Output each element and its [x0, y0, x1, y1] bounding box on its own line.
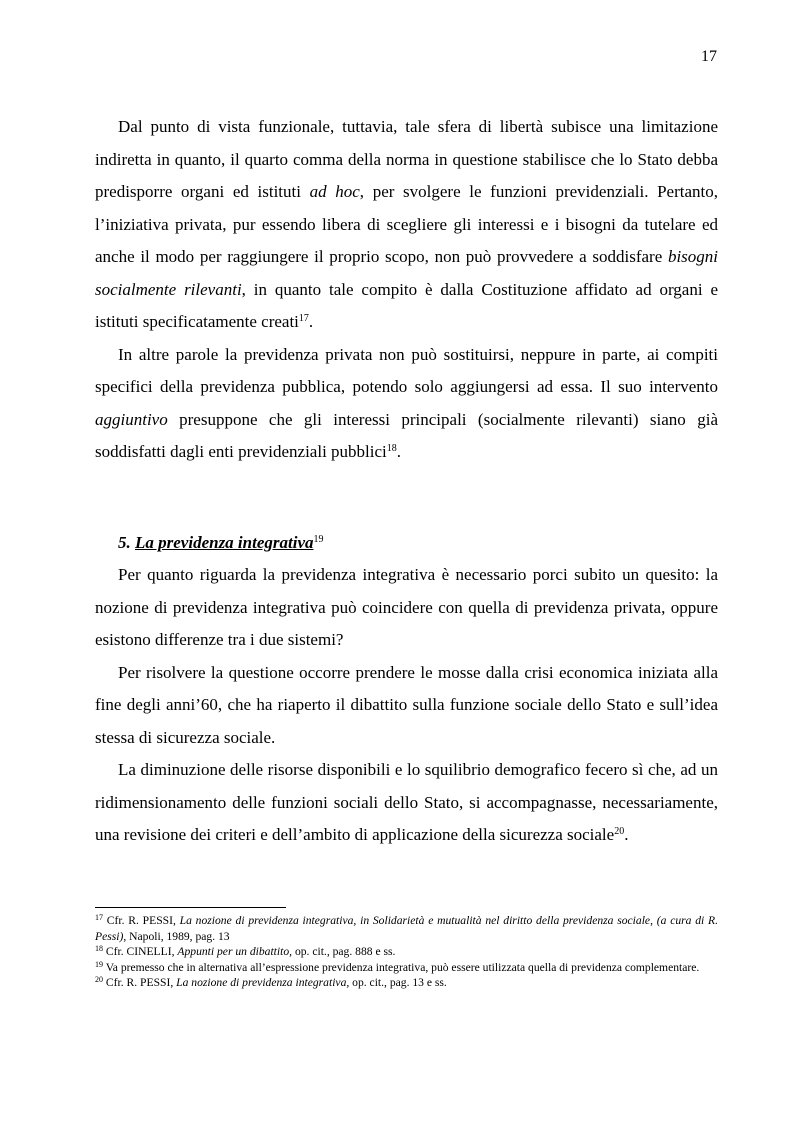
text-run: Cfr. CINELLI,	[103, 945, 178, 958]
text-run: presuppone che gli interessi principali (socialmente rilevanti) siano già soddisfatti dagli enti previdenziali pubblici	[95, 409, 718, 461]
paragraph	[95, 339, 718, 469]
footnotes	[95, 913, 718, 991]
italic-run: ad hoc	[309, 182, 360, 201]
footnote	[95, 975, 718, 991]
text-run: .	[396, 442, 402, 461]
footnote-number: 18	[95, 944, 103, 953]
italic-run: Appunti per un dibattito,	[177, 945, 293, 958]
footnote	[95, 960, 718, 976]
paragraph: Per quanto riguarda la previdenza integrativa è necessario porci subito un quesito: la nozione di previdenza integrativa può coincidere con quella di previdenza privata, oppure esistono differenze tra i due sistemi?	[95, 565, 718, 649]
text-run: op. cit., pag. 13 e ss.	[349, 976, 447, 989]
footnote-separator	[95, 907, 286, 908]
section-title: La previdenza integrativa	[135, 532, 314, 552]
paragraph	[95, 111, 718, 339]
text-run: .	[624, 825, 629, 844]
footnote-ref-17[interactable]: 17	[298, 313, 309, 324]
text-run: Cfr. R. PESSI,	[103, 914, 180, 927]
footnote-ref-20[interactable]: 20	[614, 826, 625, 837]
page-number: 17	[701, 48, 717, 65]
italic-run: bisogni socialmente rilevanti	[95, 247, 718, 299]
italic-run: aggiuntivo	[95, 409, 168, 429]
italic-run: (a cura di R. Pessi)	[95, 914, 719, 943]
footnote-number: 20	[95, 975, 103, 984]
paragraph: Per risolvere la questione occorre prendere le mosse dalla crisi economica iniziata alla fine degli anni’60, che ha riaperto il dibattito sulla funzione sociale dello Stato e sull’idea stessa di sicurezza sociale.	[95, 662, 718, 747]
footnote-number: 19	[95, 959, 103, 969]
text-run: , in quanto tale compito è dalla Costituzione affidato ad organi e istituti specificatamente creati	[95, 279, 718, 331]
text-run: Va premesso che in alternativa all’espressione previdenza integrativa, può essere utilizzata quella di previdenza complementare.	[103, 960, 700, 974]
footnote-ref-18[interactable]: 18	[386, 443, 397, 454]
text-run: .	[308, 312, 314, 331]
section-number: 5.	[118, 532, 131, 552]
italic-run: La nozione di previdenza integrativa, in Solidarietà e mutualità nel diritto della previdenza sociale	[179, 914, 651, 927]
italic-run: La nozione di previdenza integrativa,	[176, 976, 350, 989]
footnote-number: 17	[95, 913, 103, 922]
footnote	[95, 913, 718, 944]
paragraph	[95, 754, 718, 852]
section-heading	[95, 527, 718, 560]
text-run: op. cit., pag. 888 e ss.	[292, 945, 396, 958]
text-run: Cfr. R. PESSI,	[103, 976, 177, 989]
text-run: In altre parole la previdenza privata non può sostituirsi, neppure in parte, ai compiti specifici della previdenza pubblica, potendo solo aggiungersi ad essa. Il suo intervento	[95, 344, 718, 396]
text-run: ,	[650, 914, 657, 927]
text-run: La diminuzione delle risorse disponibili e lo squilibrio demografico fecero sì che, ad un ridimensionamento delle funzioni sociali dello Stato, si accompagnasse, necessariamente, una revisione dei criteri e dell’ambito di applicazione della sicurezza sociale	[95, 760, 718, 844]
body-text	[95, 111, 718, 852]
text-run: , per svolgere le funzioni previdenziali. Pertanto, l’iniziativa privata, pur essendo libera di scegliere gli interessi e i bisogni da tutelare ed anche il modo per raggiungere il proprio scopo, non può provvedere a soddisfare	[95, 182, 718, 266]
footnote-ref-19[interactable]: 19	[313, 533, 324, 545]
footnote	[95, 944, 718, 960]
text-run: , Napoli, 1989, pag. 13	[123, 929, 230, 943]
text-run: Dal punto di vista funzionale, tuttavia, tale sfera di libertà subisce una limitazione indiretta in quanto, il quarto comma della norma in questione stabilisce che lo Stato debba predisporre organi ed istituti	[95, 117, 718, 201]
